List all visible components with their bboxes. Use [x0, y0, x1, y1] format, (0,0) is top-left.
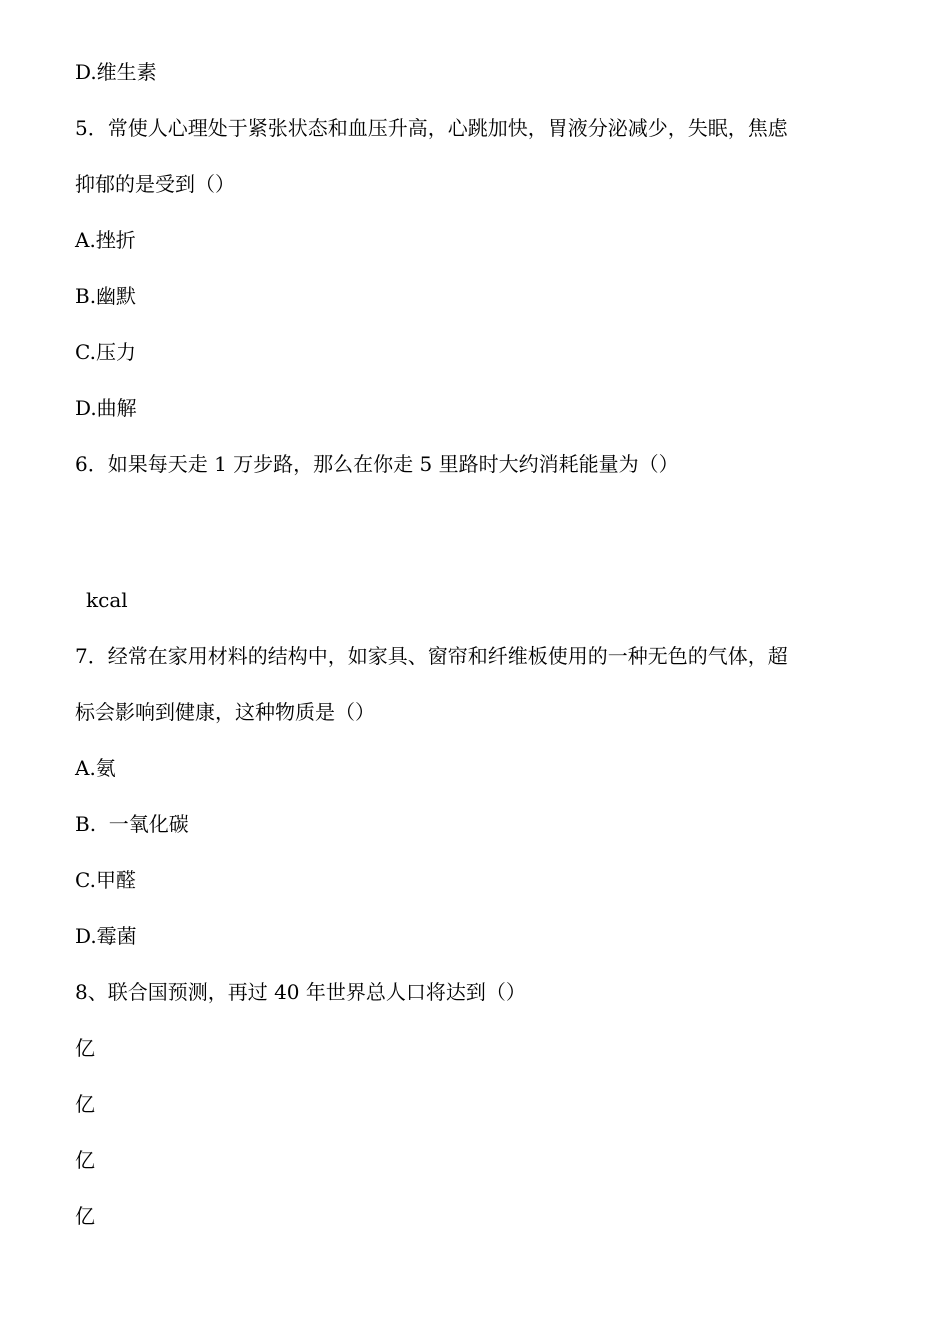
option-unit-yi: 亿 — [75, 1092, 95, 1116]
option-unit-yi: 亿 — [75, 1204, 95, 1228]
option-a: A.氨 — [75, 756, 116, 780]
option-b: B. 一氧化碳 — [75, 812, 189, 836]
option-c: C.甲醛 — [75, 868, 136, 892]
option-b: B.幽默 — [75, 284, 137, 308]
option-unit-yi: 亿 — [75, 1036, 95, 1060]
question-6: 6．如果每天走 1 万步路，那么在你走 5 里路时大约消耗能量为（） — [75, 452, 679, 476]
question-5-line-2: 抑郁的是受到（） — [75, 172, 235, 196]
question-8: 8、联合国预测，再过 40 年世界总人口将达到（） — [75, 980, 526, 1004]
option-d: D.霉菌 — [75, 924, 137, 948]
option-d: D.曲解 — [75, 396, 137, 420]
option-unit-yi: 亿 — [75, 1148, 95, 1172]
option-c: C.压力 — [75, 340, 136, 364]
unit-kcal: kcal — [86, 588, 128, 612]
question-5-line-1: 5．常使人心理处于紧张状态和血压升高，心跳加快，胃液分泌减少，失眠，焦虑 — [75, 116, 788, 140]
option-d-vitamin: D.维生素 — [75, 60, 157, 84]
option-a: A.挫折 — [75, 228, 136, 252]
question-7-line-2: 标会影响到健康，这种物质是（） — [75, 700, 375, 724]
question-7-line-1: 7．经常在家用材料的结构中，如家具、窗帘和纤维板使用的一种无色的气体，超 — [75, 644, 788, 668]
